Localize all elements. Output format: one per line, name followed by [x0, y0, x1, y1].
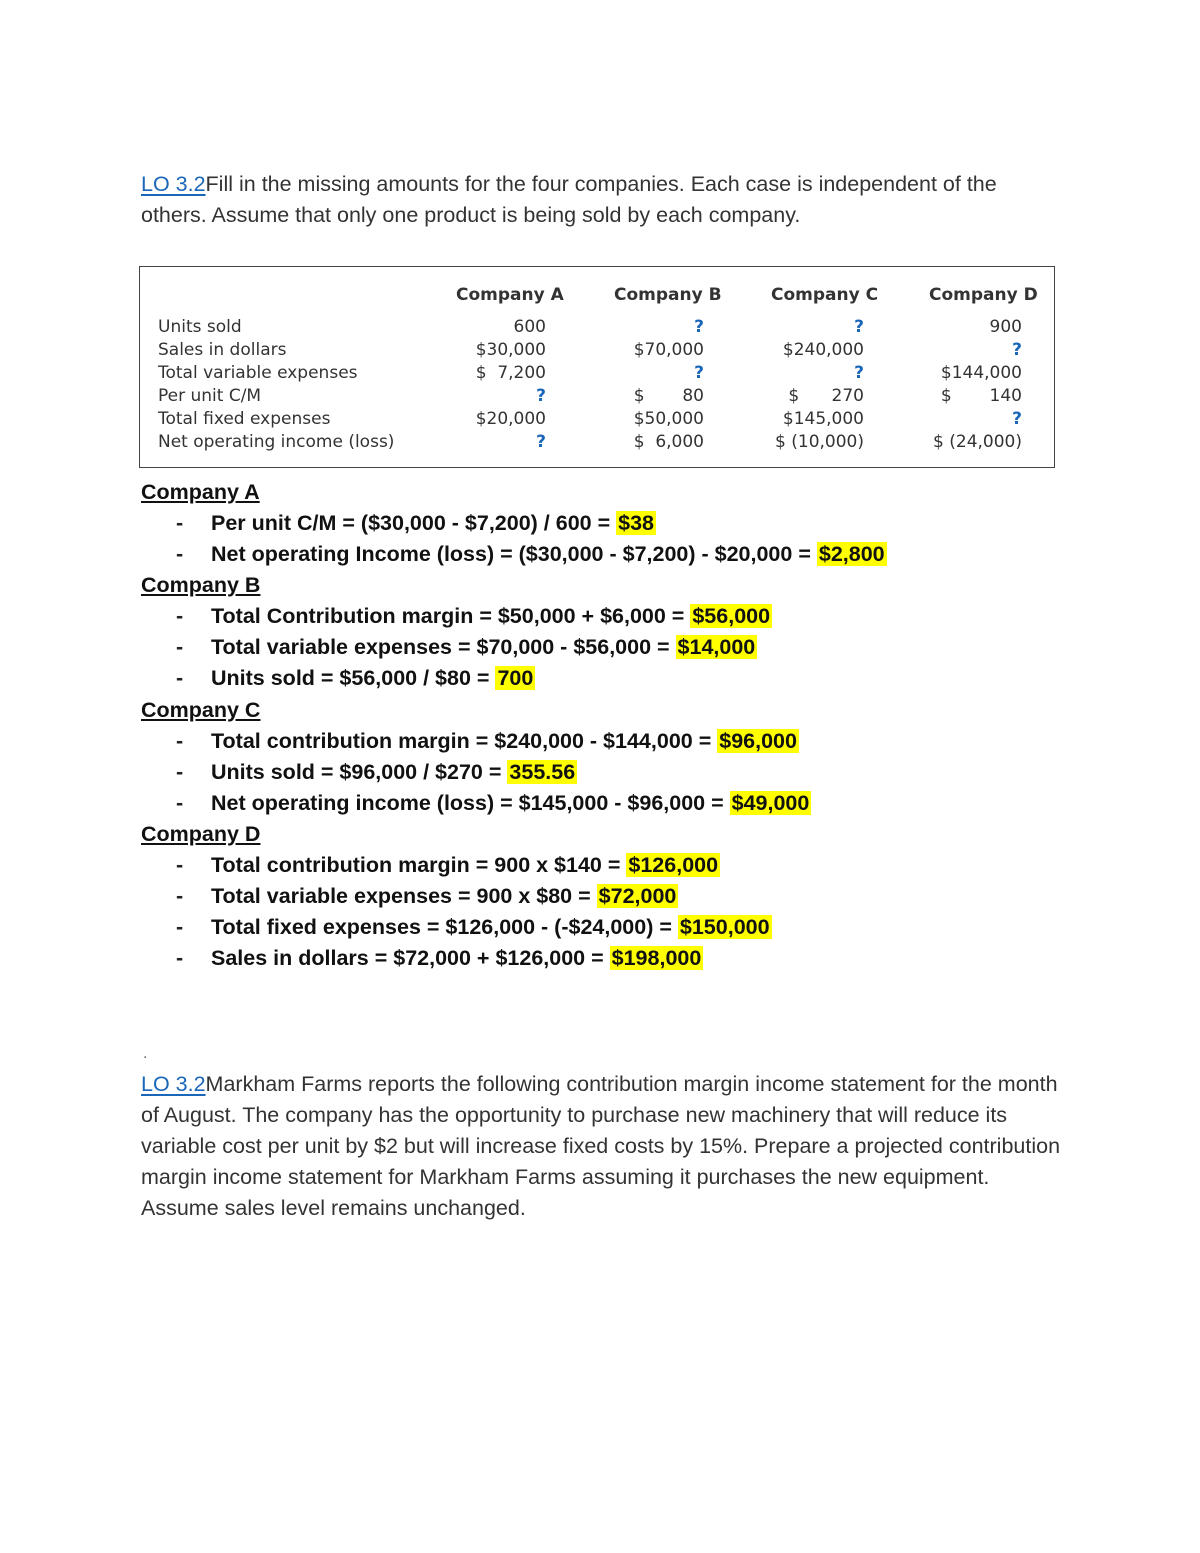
- cell-c-sales: $240,000: [782, 340, 864, 360]
- answer-text: Net operating income (loss) = $145,000 - $96,000 =: [211, 791, 730, 815]
- answer-line: [211, 853, 720, 878]
- answer-result: $56,000: [692, 604, 771, 628]
- answer-result: $2,800: [818, 542, 885, 566]
- answer-result: $38: [618, 511, 654, 535]
- answer-text: Total fixed expenses = $126,000 - (-$24,000) =: [211, 915, 678, 939]
- cell-d-net: $ (24,000): [933, 432, 1022, 452]
- cell-a-fixed: $20,000: [475, 409, 546, 429]
- answer-result: $198,000: [611, 946, 702, 970]
- answer-line: [211, 760, 577, 785]
- company-c-heading: Company C: [141, 698, 261, 722]
- bullet: -: [176, 791, 184, 815]
- answer-line: [211, 791, 811, 816]
- answer-line: [211, 511, 656, 536]
- question-2-body: Markham Farms reports the following contribution margin income statement for the month of August. The company has the opportunity to purchase new machinery that will reduce its variable cost per unit by $2 but will increase fixed costs by 15%. Prepare a projected contribution margin income statement for Markham Farms assuming it purchases the new equipment. Assume sales level remains unchanged.: [141, 1072, 1061, 1220]
- answer-text: Sales in dollars = $72,000 + $126,000 =: [211, 946, 610, 970]
- row-label-net-income: Net operating income (loss): [158, 432, 395, 452]
- cell-d-units: 900: [989, 317, 1022, 337]
- answer-result: 700: [497, 666, 534, 690]
- cell-a-net: ?: [536, 432, 546, 452]
- lo-link-1[interactable]: LO 3.2: [141, 172, 206, 196]
- answer-line: [211, 946, 703, 971]
- row-label-fixed-expenses: Total fixed expenses: [158, 409, 331, 429]
- cell-b-sales: $70,000: [633, 340, 704, 360]
- answer-result: $150,000: [679, 915, 770, 939]
- bullet: -: [176, 946, 184, 970]
- bullet: -: [176, 915, 184, 939]
- company-b-heading: Company B: [141, 573, 261, 597]
- header-company-a: Company A: [456, 285, 564, 305]
- answer-line: [211, 542, 887, 567]
- cell-c-fixed: $145,000: [782, 409, 864, 429]
- question-1-text: [141, 169, 1061, 231]
- row-label-sales: Sales in dollars: [158, 340, 287, 360]
- question-1-body: Fill in the missing amounts for the four companies. Each case is independent of the others. Assume that only one product is being sold by each company.: [141, 172, 997, 227]
- header-company-d: Company D: [929, 285, 1038, 305]
- cell-d-variable: $144,000: [940, 363, 1022, 383]
- answer-text: Net operating Income (loss) = ($30,000 - $7,200) - $20,000 =: [211, 542, 817, 566]
- company-a-heading: Company A: [141, 480, 260, 504]
- answer-result: $126,000: [628, 853, 719, 877]
- cell-c-net: $ (10,000): [775, 432, 864, 452]
- row-label-variable-expenses: Total variable expenses: [158, 363, 358, 383]
- answer-result: $72,000: [598, 884, 677, 908]
- cell-b-variable: ?: [694, 363, 704, 383]
- bullet: -: [176, 635, 184, 659]
- answer-line: [211, 635, 757, 660]
- cell-c-units: ?: [854, 317, 864, 337]
- cell-b-net: $ 6,000: [633, 432, 704, 452]
- cell-a-cm: ?: [536, 386, 546, 406]
- cell-a-sales: $30,000: [475, 340, 546, 360]
- answer-text: Total contribution margin = 900 x $140 =: [211, 853, 627, 877]
- bullet: -: [176, 666, 184, 690]
- header-company-b: Company B: [614, 285, 722, 305]
- cell-c-cm: $ 270: [788, 386, 864, 406]
- lo-link-2[interactable]: LO 3.2: [141, 1072, 206, 1096]
- row-label-per-unit-cm: Per unit C/M: [158, 386, 262, 406]
- answer-result: 355.56: [509, 760, 576, 784]
- separator-dot: .: [143, 1045, 148, 1062]
- header-company-c: Company C: [771, 285, 879, 305]
- row-label-units-sold: Units sold: [158, 317, 242, 337]
- bullet: -: [176, 853, 184, 877]
- answer-text: Units sold = $96,000 / $270 =: [211, 760, 508, 784]
- answer-line: [211, 666, 535, 691]
- answer-line: [211, 604, 772, 629]
- companies-table: [139, 266, 1055, 468]
- company-d-heading: Company D: [141, 822, 261, 846]
- answer-result: $49,000: [731, 791, 810, 815]
- answer-text: Total variable expenses = 900 x $80 =: [211, 884, 597, 908]
- question-2-text: [141, 1069, 1061, 1224]
- cell-c-variable: ?: [854, 363, 864, 383]
- bullet: -: [176, 604, 184, 628]
- answer-line: [211, 884, 678, 909]
- cell-d-cm: $ 140: [940, 386, 1022, 406]
- bullet: -: [176, 760, 184, 784]
- cell-a-units: 600: [513, 317, 546, 337]
- cell-d-fixed: ?: [1012, 409, 1022, 429]
- cell-b-cm: $ 80: [633, 386, 704, 406]
- bullet: -: [176, 511, 184, 535]
- bullet: -: [176, 729, 184, 753]
- answer-line: [211, 729, 799, 754]
- bullet: -: [176, 884, 184, 908]
- cell-b-units: ?: [694, 317, 704, 337]
- bullet: -: [176, 542, 184, 566]
- answer-text: Total contribution margin = $240,000 - $144,000 =: [211, 729, 718, 753]
- answer-text: Total Contribution margin = $50,000 + $6,000 =: [211, 604, 691, 628]
- cell-b-fixed: $50,000: [633, 409, 704, 429]
- answer-result: $96,000: [719, 729, 797, 753]
- answer-text: Units sold = $56,000 / $80 =: [211, 666, 496, 690]
- answer-text: Per unit C/M = ($30,000 - $7,200) / 600 =: [211, 511, 617, 535]
- cell-d-sales: ?: [1012, 340, 1022, 360]
- cell-a-variable: $ 7,200: [475, 363, 546, 383]
- answer-text: Total variable expenses = $70,000 - $56,000 =: [211, 635, 676, 659]
- answer-line: [211, 915, 772, 940]
- answer-result: $14,000: [677, 635, 756, 659]
